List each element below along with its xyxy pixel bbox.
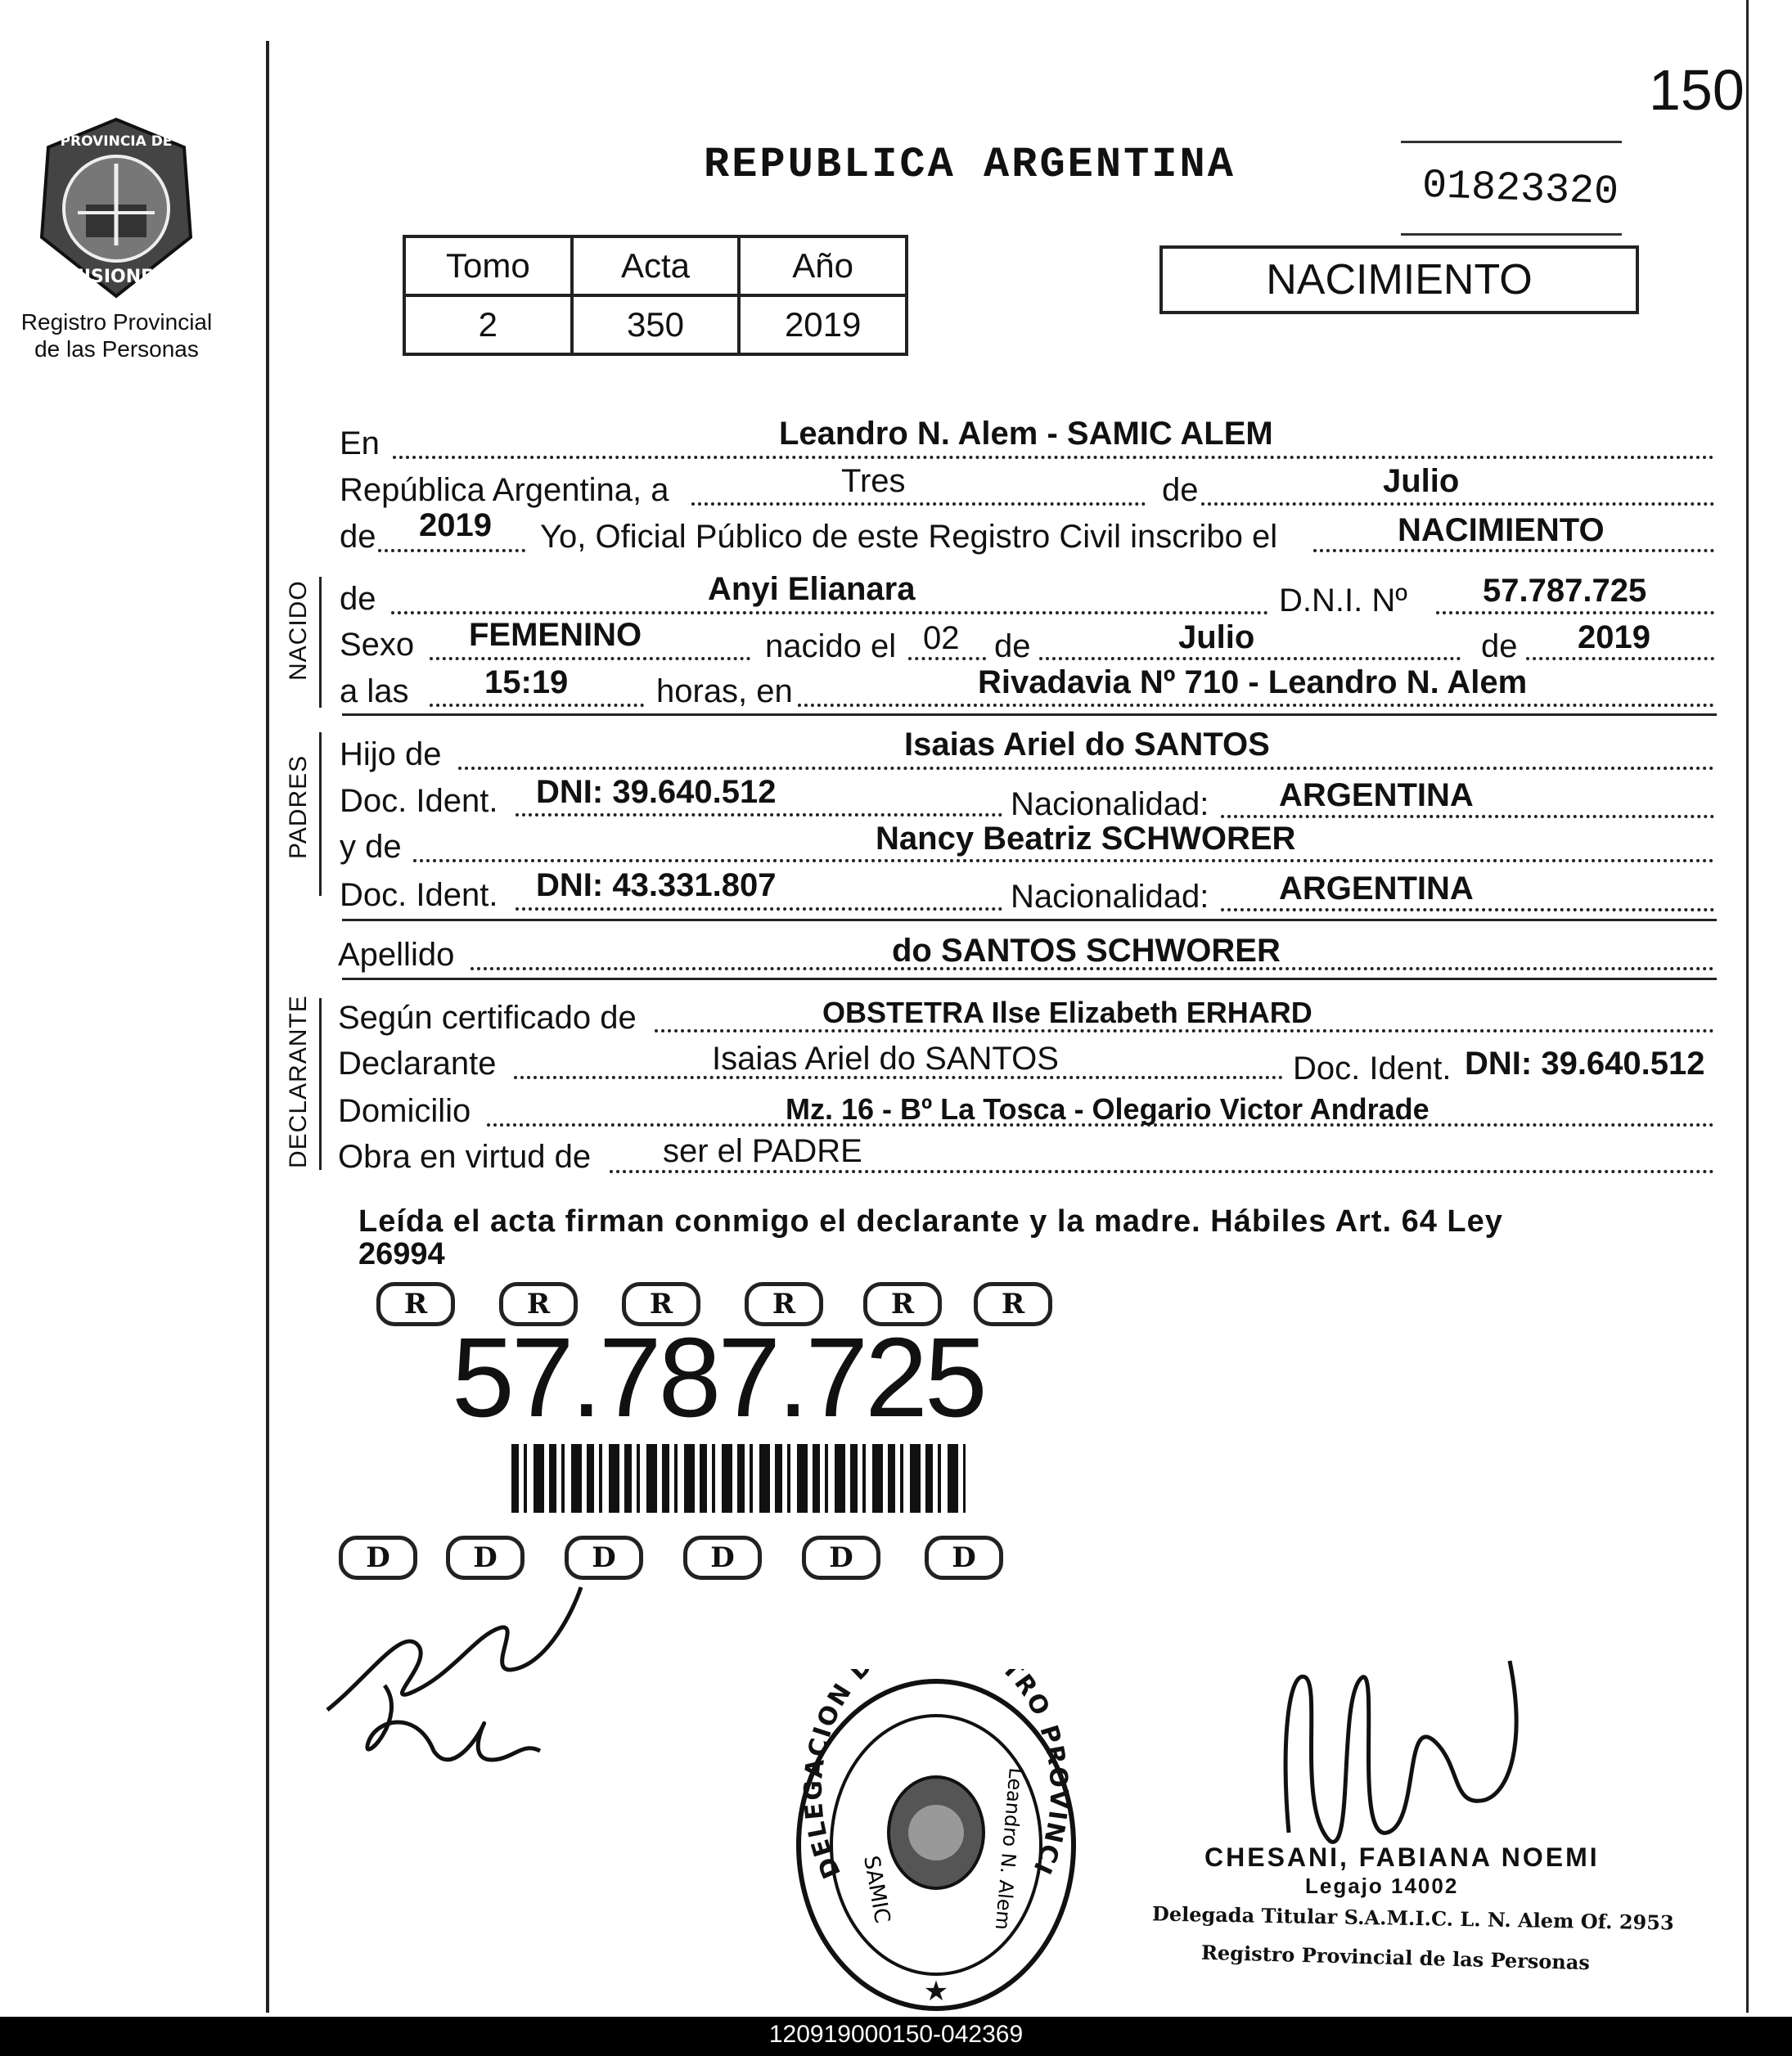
field-nac-dia: 02: [923, 620, 960, 656]
field-obra: ser el PADRE: [663, 1133, 862, 1169]
field-mes: Julio: [1383, 463, 1460, 499]
dotted-line: [1526, 657, 1714, 660]
dotted-line: [393, 456, 1714, 459]
label-de-anio2: de: [1481, 628, 1518, 664]
dni-sticker: [335, 1272, 1064, 1583]
document-title: REPUBLICA ARGENTINA: [704, 141, 1236, 189]
seal-text: DELEGACION TRO PROVINCI: [799, 1669, 1074, 1883]
dotted-line: [516, 907, 1002, 911]
label-sexo: Sexo: [340, 627, 415, 663]
sticker-mark: D: [446, 1536, 525, 1580]
serial-number: 01823320: [1421, 162, 1619, 217]
logo-bottom-text: MISIONES: [65, 267, 167, 287]
field-padre-nac: ARGENTINA: [1279, 777, 1474, 813]
field-nombre: Anyi Elianara: [708, 571, 916, 607]
label-nacido-el: nacido el: [765, 628, 897, 664]
sticker-mark: D: [925, 1536, 1003, 1580]
sticker-mark: D: [339, 1536, 417, 1580]
sticker-mark: R: [974, 1282, 1052, 1326]
dotted-line: [1313, 549, 1714, 552]
label-de-nombre: de: [340, 581, 376, 617]
label-yo-oficial: Yo, Oficial Público de este Registro Civil inscribo el: [540, 519, 1278, 555]
label-nacionalidad-padre: Nacionalidad:: [1011, 786, 1209, 822]
dotted-line: [430, 704, 644, 707]
barcode: [511, 1444, 966, 1513]
label-hijo-de: Hijo de: [340, 736, 442, 772]
dotted-line: [1221, 815, 1714, 818]
footer-code: 120919000150-042369: [768, 2021, 1024, 2048]
label-de-mes: de: [994, 628, 1031, 664]
label-apellido: Apellido: [338, 937, 455, 973]
registry-name-line2: de las Personas: [34, 336, 199, 362]
official-legajo: Legajo 14002: [1305, 1874, 1459, 1898]
page-number: 150: [1649, 58, 1745, 122]
dotted-line: [516, 813, 1002, 817]
section-label-nacido: NACIDO: [285, 580, 312, 681]
record-table: [403, 235, 908, 356]
field-hora: 15:19: [484, 664, 569, 700]
closing-text-line1: Leída el acta firman conmigo el declarante y la madre. Hábiles Art. 64 Ley: [358, 1204, 1503, 1239]
sticker-mark: D: [683, 1536, 762, 1580]
divider-line: [342, 978, 1717, 980]
official-seal: [792, 1669, 1080, 2013]
field-madre-nac: ARGENTINA: [1279, 871, 1474, 907]
divider-line: [342, 713, 1717, 716]
label-de-anio: de: [340, 519, 376, 555]
dotted-line: [1436, 611, 1714, 614]
field-madre: Nancy Beatriz SCHWORER: [876, 821, 1296, 857]
seal-inner-left: SAMIC: [858, 1854, 895, 1925]
field-lugar: Leandro N. Alem - SAMIC ALEM: [779, 416, 1273, 452]
dotted-line: [378, 549, 525, 552]
field-nac-mes: Julio: [1178, 619, 1255, 655]
dotted-line: [1221, 908, 1714, 911]
right-margin-line: [1746, 0, 1749, 2013]
record-header: Acta: [572, 236, 740, 295]
sticker-number: 57.787.725: [452, 1315, 984, 1441]
label-republica: República Argentina, a: [340, 472, 669, 508]
sticker-mark: R: [622, 1282, 700, 1326]
dotted-line: [610, 1170, 1714, 1173]
label-doc-ident-declarante: Doc. Ident.: [1293, 1050, 1452, 1086]
label-y-de: y de: [340, 829, 402, 865]
svg-text:★: ★: [923, 1976, 949, 2007]
dotted-line: [908, 657, 986, 660]
field-madre-doc: DNI: 43.331.807: [536, 867, 777, 903]
divider-line: [342, 919, 1717, 921]
dotted-line: [1039, 657, 1461, 660]
declarante-bracket: [319, 998, 322, 1170]
declarant-signature: [311, 1579, 589, 1784]
official-title: Delegada Titular S.A.M.I.C. L. N. Alem Of. 2953: [1151, 1901, 1674, 1935]
official-name: CHESANI, FABIANA NOEMI: [1204, 1842, 1600, 1872]
label-declarante: Declarante: [338, 1046, 497, 1082]
label-doc-ident-madre: Doc. Ident.: [340, 877, 498, 913]
label-obra: Obra en virtud de: [338, 1139, 592, 1175]
official-registry: Registro Provincial de las Personas: [1200, 1940, 1591, 1975]
dotted-line: [391, 611, 1268, 614]
official-signature: [1264, 1644, 1542, 1857]
field-certificado: OBSTETRA Ilse Elizabeth ERHARD: [822, 996, 1312, 1029]
sticker-mark: R: [499, 1282, 578, 1326]
label-de: de: [1162, 472, 1199, 508]
seal-inner-right: Leandro N. Alem: [990, 1766, 1028, 1932]
sticker-mark: D: [565, 1536, 643, 1580]
field-declarante-doc: DNI: 39.640.512: [1465, 1046, 1705, 1082]
field-domicilio: Mz. 16 - Bº La Tosca - Olegario Victor Andrade: [786, 1092, 1430, 1126]
record-header: Tomo: [404, 236, 572, 295]
label-segun: Según certificado de: [338, 1000, 637, 1036]
sticker-mark: R: [376, 1282, 455, 1326]
record-acta: 350: [572, 295, 740, 354]
record-anio: 2019: [739, 295, 907, 354]
record-tomo: 2: [404, 295, 572, 354]
logo-top-text: PROVINCIA DE: [60, 133, 173, 150]
record-header: Año: [739, 236, 907, 295]
dotted-line: [458, 767, 1714, 770]
field-sexo: FEMENINO: [469, 617, 642, 653]
label-a-las: a las: [340, 673, 409, 709]
label-en: En: [340, 425, 380, 461]
label-nacionalidad-madre: Nacionalidad:: [1011, 879, 1209, 915]
field-padre-doc: DNI: 39.640.512: [536, 774, 777, 810]
dotted-line: [798, 704, 1714, 707]
dotted-line: [430, 657, 750, 660]
field-inscripcion: NACIMIENTO: [1398, 512, 1605, 548]
field-dni: 57.787.725: [1483, 573, 1647, 609]
sticker-mark: R: [745, 1282, 823, 1326]
field-apellido: do SANTOS SCHWORER: [892, 933, 1281, 969]
label-doc-ident-padre: Doc. Ident.: [340, 783, 498, 819]
label-horas-en: horas, en: [656, 673, 793, 709]
padres-bracket: [319, 732, 322, 896]
label-domicilio: Domicilio: [338, 1093, 471, 1129]
act-type-box: NACIMIENTO: [1159, 245, 1639, 314]
sticker-mark: D: [802, 1536, 880, 1580]
field-declarante: Isaias Ariel do SANTOS: [712, 1041, 1059, 1077]
sticker-mark: R: [863, 1282, 942, 1326]
registry-name-line1: Registro Provincial: [20, 309, 213, 335]
dotted-line: [413, 859, 1714, 862]
field-domicilio-nac: Rivadavia Nº 710 - Leandro N. Alem: [978, 664, 1528, 700]
section-label-padres: PADRES: [285, 754, 312, 859]
field-dia: Tres: [841, 463, 906, 499]
dotted-line: [691, 502, 1146, 506]
closing-text-line2: 26994: [358, 1237, 445, 1271]
misiones-logo: [29, 115, 205, 303]
section-label-declarante: DECLARANTE: [285, 995, 312, 1168]
dotted-line: [1201, 502, 1714, 506]
field-anio: 2019: [419, 507, 492, 543]
field-padre: Isaias Ariel do SANTOS: [904, 727, 1270, 763]
field-nac-anio: 2019: [1578, 619, 1650, 655]
nacido-bracket: [319, 577, 322, 708]
left-margin-line: [266, 41, 269, 2013]
label-dni: D.N.I. Nº: [1279, 583, 1407, 619]
